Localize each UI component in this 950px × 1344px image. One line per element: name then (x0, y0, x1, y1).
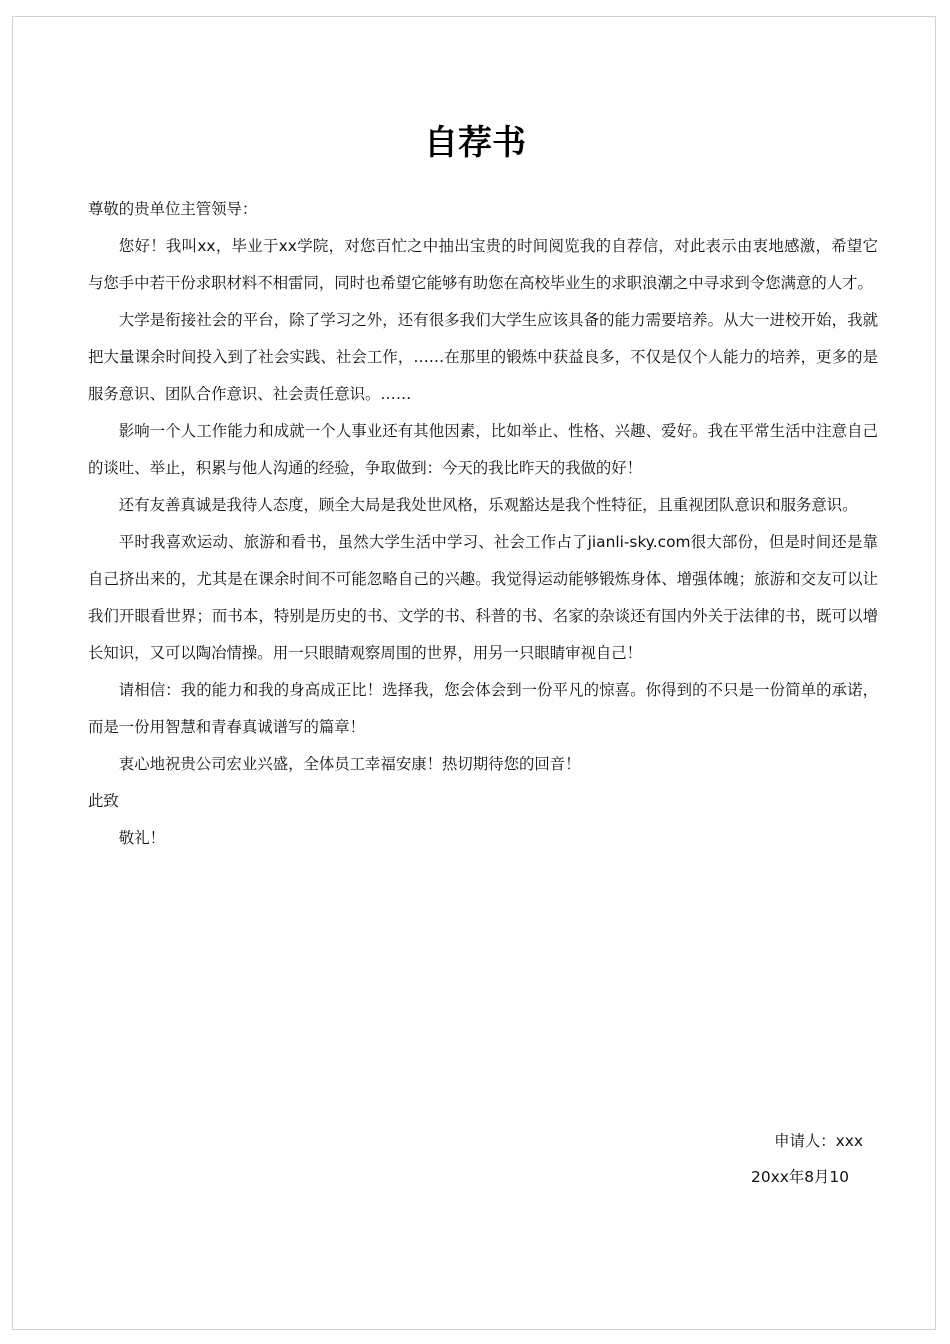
paragraph-hobbies: 平时我喜欢运动、旅游和看书，虽然大学生活中学习、社会工作占了jianli-sky.com很大部份，但是时间还是靠自己挤出来的，尤其是在课余时间不可能忽略自己的兴趣。我觉得运动能够锻炼身体、增强体魄；旅游和交友可以让我们开眼看世界；而书本，特别是历史的书、文学的书、科普的书、名家的杂谈还有国内外关于法律的书，既可以增长知识，又可以陶冶情操。用一只眼睛观察周围的世界，用另一只眼睛审视自己！ (88, 533, 878, 662)
applicant-name: 申请人：xxx (774, 1132, 863, 1150)
letter-date: 20xx年8月10 (751, 1168, 849, 1186)
salutation: 尊敬的贵单位主管领导： (88, 200, 258, 218)
paragraph-university: 大学是衔接社会的平台，除了学习之外，还有很多我们大学生应该具备的能力需要培养。从大一进校开始，我就把大量课余时间投入到了社会实践、社会工作，……在那里的锻炼中获益良多，不仅是仅个人能力的培养，更多的是服务意识、团队合作意识、社会责任意识。…… (88, 311, 878, 403)
regards: 敬礼！ (118, 829, 165, 847)
paragraph-wishes: 衷心地祝贵公司宏业兴盛，全体员工幸福安康！热切期待您的回音！ (118, 755, 581, 773)
closing: 此致 (88, 792, 119, 810)
paragraph-believe: 请相信：我的能力和我的身高成正比！选择我，您会体会到一份平凡的惊喜。你得到的不只是一份简单的承诺，而是一份用智慧和青春真诚谱写的篇章！ (88, 681, 878, 736)
letter-body (88, 191, 878, 857)
paragraph-abilities: 影响一个人工作能力和成就一个人事业还有其他因素，比如举止、性格、兴趣、爱好。我在平常生活中注意自己的谈吐、举止，积累与他人沟通的经验，争取做到：今天的我比昨天的我做的好！ (88, 422, 878, 477)
signature-block (751, 1123, 863, 1195)
document-title: 自荐书 (424, 123, 526, 163)
paragraph-character: 还有友善真诚是我待人态度，顾全大局是我处世风格，乐观豁达是我个性特征，且重视团队意识和服务意识。 (118, 496, 858, 514)
document-page (12, 16, 936, 1330)
paragraph-greeting: 您好！我叫xx，毕业于xx学院，对您百忙之中抽出宝贵的时间阅览我的自荐信，对此表示由衷地感激，希望它与您手中若干份求职材料不相雷同，同时也希望它能够有助您在高校毕业生的求职浪潮之中寻求到令您满意的人才。 (88, 237, 878, 292)
